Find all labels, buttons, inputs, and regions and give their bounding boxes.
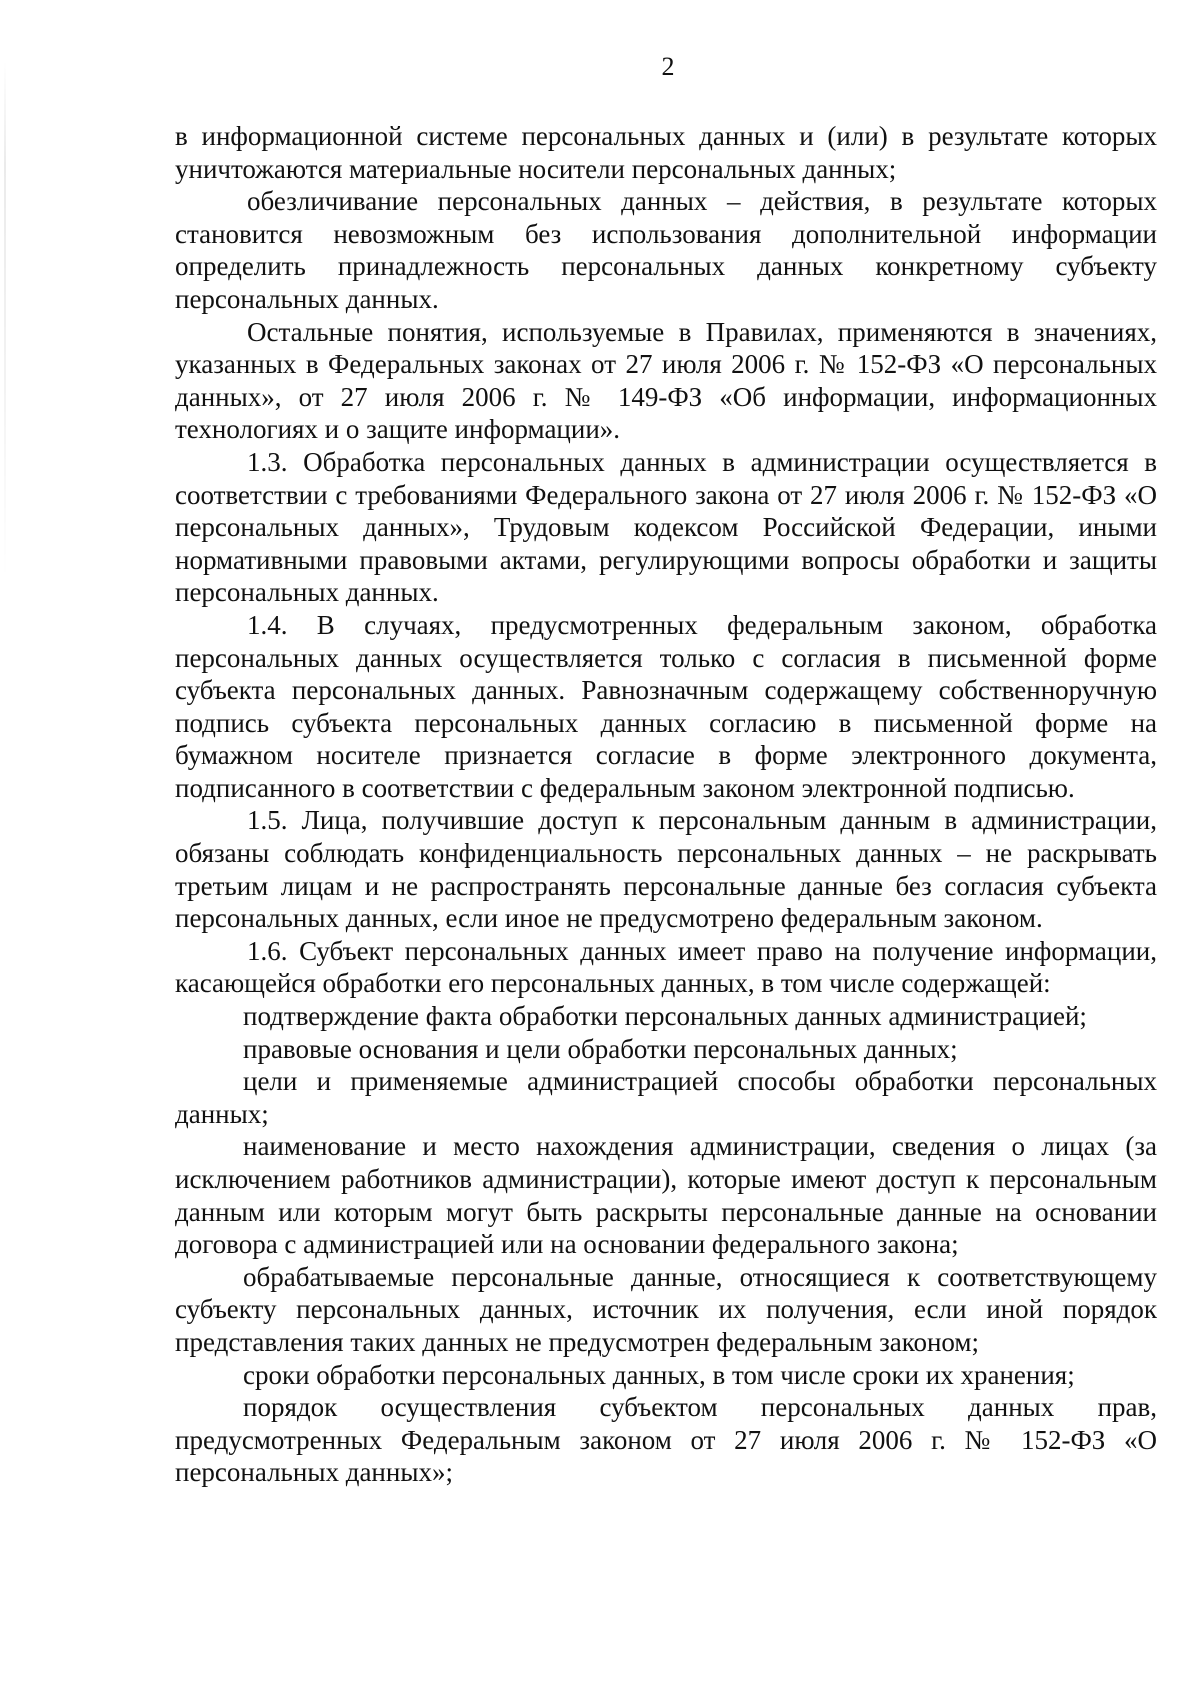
paragraph-1-4: 1.4. В случаях, предусмотренных федеральным законом, обработка персональных данных осуществляется только с согласия в письменной форме субъекта персональных данных. Равнозначным содержащему собственноручную подпись субъекта персональных данных согласию в письменной форме на бумажном носителе признается согласие в форме электронного документа, подписанного в соответствии с федеральным законом электронной подписью. <box>175 609 1157 803</box>
document-body <box>175 120 1157 1489</box>
list-item: обрабатываемые персональные данные, относящиеся к соответствующему субъекту персональных данных, источник их получения, если иной порядок представления таких данных не предусмотрен федеральным законом; <box>175 1261 1157 1357</box>
paragraph-1-6: 1.6. Субъект персональных данных имеет право на получение информации, касающейся обработки его персональных данных, в том числе содержащей: <box>175 935 1157 999</box>
paragraph-1-5: 1.5. Лица, получившие доступ к персональным данным в администрации, обязаны соблюдать конфиденциальность персональных данных – не раскрывать третьим лицам и не распространять персональные данные без согласия субъекта персональных данных, если иное не предусмотрено федеральным законом. <box>175 805 1157 934</box>
list-item: правовые основания и цели обработки персональных данных; <box>243 1033 958 1064</box>
paragraph-continuation: в информационной системе персональных данных и (или) в результате которых уничтожаются материальные носители персональных данных; <box>175 121 1157 184</box>
list-item: подтверждение факта обработки персональных данных администрацией; <box>243 1001 1087 1032</box>
list-item: цели и применяемые администрацией способы обработки персональных данных; <box>175 1066 1157 1129</box>
list-item: сроки обработки персональных данных, в том числе сроки их хранения; <box>243 1359 1075 1390</box>
paragraph-other-concepts: Остальные понятия, используемые в Правилах, применяются в значениях, указанных в Федеральных законах от 27 июля 2006 г. № 152-ФЗ «О персональных данных», от 27 июля 2006 г. № 149-ФЗ «Об информации, информационных технологиях и о защите информации». <box>175 316 1157 445</box>
list-item: порядок осуществления субъектом персональных данных прав, предусмотренных Федеральным законом от 27 июля 2006 г. № 152-ФЗ «О персональных данных»; <box>175 1392 1157 1488</box>
scan-edge-shadow <box>4 60 6 580</box>
paragraph-depersonalization: обезличивание персональных данных – действия, в результате которых становится невозможным без использования дополнительной информации определить принадлежность персональных данных конкретному субъекту персональных данных. <box>175 186 1157 314</box>
paragraph-1-3: 1.3. Обработка персональных данных в администрации осуществляется в соответствии с требованиями Федерального закона от 27 июля 2006 г. № 152-ФЗ «О персональных данных», Трудовым кодексом Российской Федерации, иными нормативными правовыми актами, регулирующими вопросы обработки и защиты персональных данных. <box>175 446 1157 608</box>
page-number: 2 <box>661 52 675 81</box>
list-item: наименование и место нахождения администрации, сведения о лицах (за исключением работников администрации), которые имеют доступ к персональным данным или которым могут быть раскрыты персональные данные на основании договора с администрацией или на основании федерального закона; <box>175 1131 1157 1260</box>
